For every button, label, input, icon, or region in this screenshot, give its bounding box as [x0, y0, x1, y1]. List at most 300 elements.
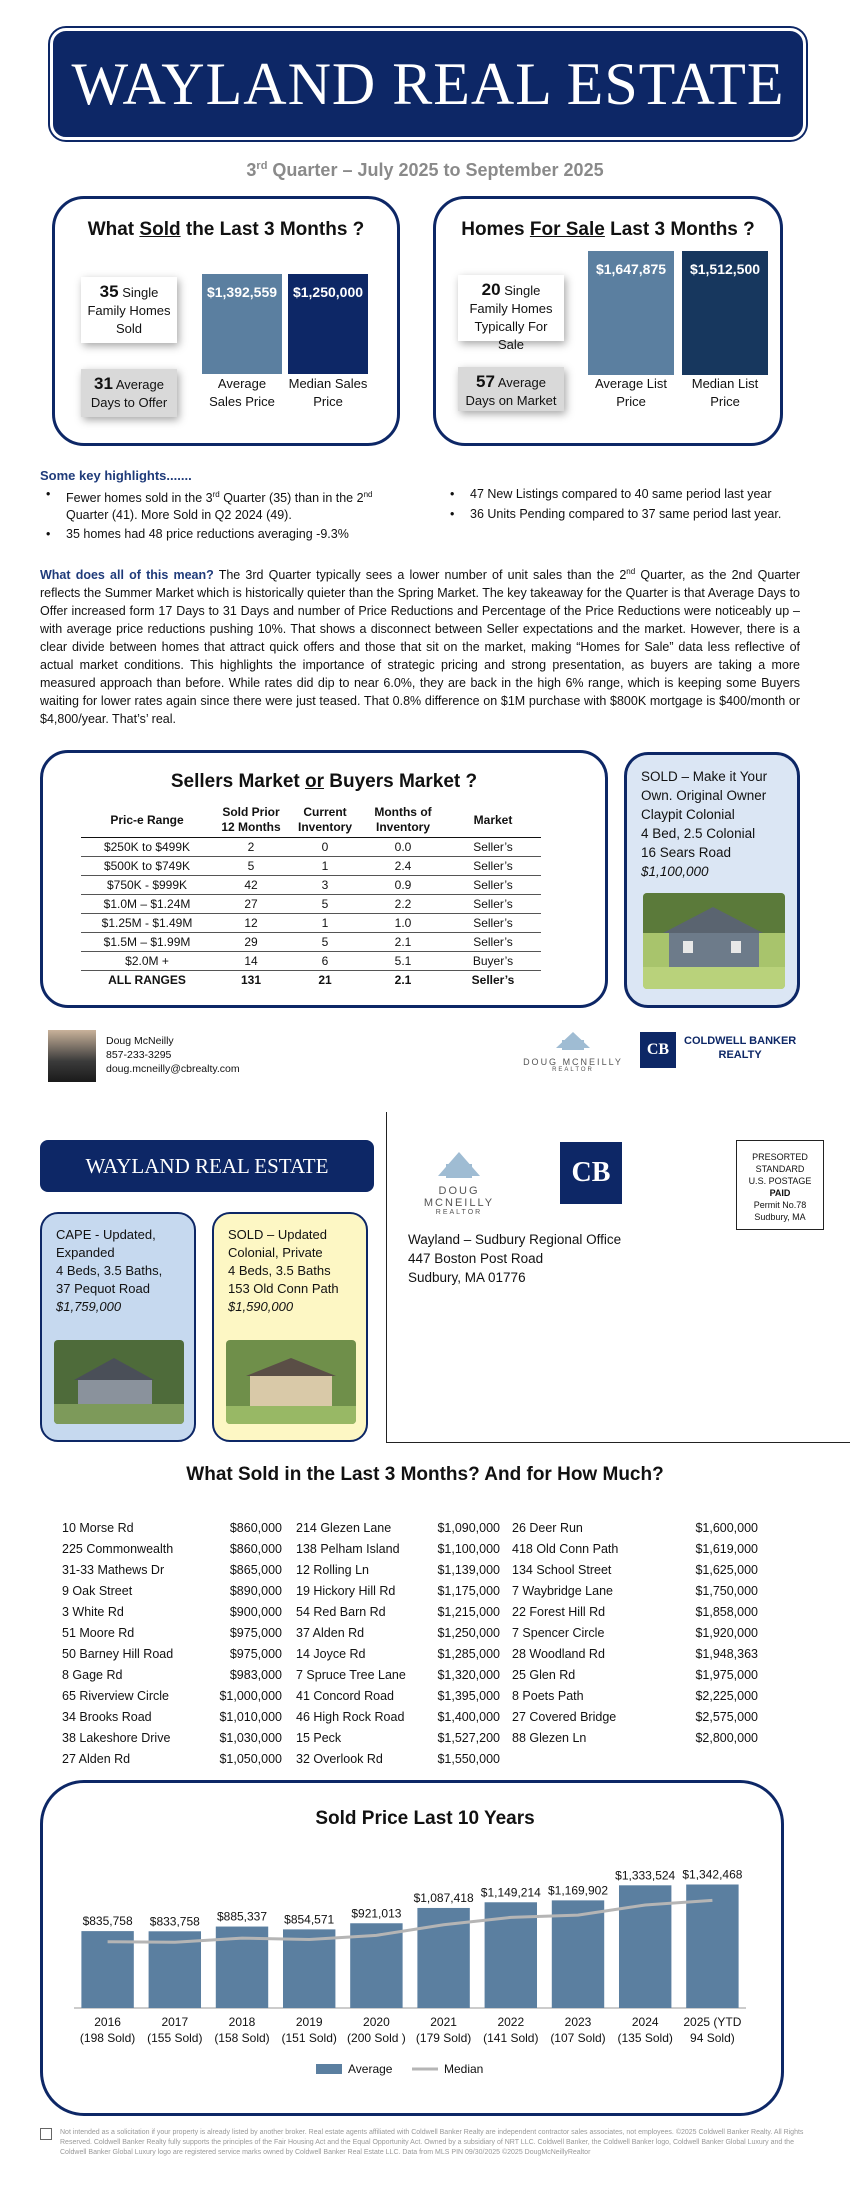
chart-category-label: 2017 — [161, 2015, 189, 2029]
agent-headshot — [48, 1030, 96, 1082]
market-table-total-cell: 21 — [318, 973, 332, 987]
market-table-row — [81, 838, 541, 857]
col-header: Market — [445, 803, 541, 838]
cb-brand-line1: COLDWELL BANKER — [684, 1035, 797, 1047]
market-table-cell: 5 — [289, 895, 361, 914]
sold-list-item — [296, 1539, 500, 1560]
chart-category-label: 2019 — [295, 2015, 323, 2029]
chart-data-label: $1,087,418 — [413, 1890, 474, 1905]
median-list-price-bar: $1,512,500 — [682, 251, 768, 375]
sold-address: 7 Spencer Circle — [512, 1626, 605, 1640]
days-to-offer-count: 31 — [93, 374, 113, 393]
sold-list-col-1 — [62, 1518, 282, 1770]
highlight-sup-d: nd — [363, 490, 373, 499]
sold-price: $1,100,000 — [437, 1542, 500, 1556]
sold-title-underlined: Sold — [139, 219, 181, 240]
sold-price: $1,750,000 — [695, 1584, 758, 1598]
sold-price: $1,948,363 — [695, 1647, 758, 1661]
postage-line: U.S. POSTAGE — [748, 1176, 812, 1186]
market-table-cell: 2.1 — [361, 933, 445, 952]
market-table-total-row — [81, 971, 541, 990]
sold-address: 26 Deer Run — [512, 1521, 583, 1535]
agent-logo — [518, 1026, 628, 1073]
sold-stats-box — [52, 196, 400, 446]
sold-address: 214 Glezen Lane — [296, 1521, 392, 1535]
sold-price: $975,000 — [229, 1647, 282, 1661]
sold-list-item — [512, 1728, 758, 1749]
sold-price: $1,975,000 — [695, 1668, 758, 1682]
market-table-total-cell: ALL RANGES — [108, 973, 186, 987]
chart-data-label: $921,013 — [351, 1906, 402, 1921]
market-table-row — [81, 933, 541, 952]
postcard-logo-sub: REALTOR — [435, 1209, 483, 1216]
sold-address: 31-33 Mathews Dr — [62, 1563, 165, 1577]
sold-price-chart — [60, 1840, 760, 2110]
market-table-row — [81, 914, 541, 933]
featured-sold-address: 16 Sears Road — [641, 845, 732, 860]
return-address — [408, 1230, 621, 1287]
postcard-bottom-line — [386, 1442, 850, 1443]
sold-address: 3 White Rd — [62, 1605, 124, 1619]
quarter-subtitle — [0, 160, 850, 181]
highlight-text-e: Quarter (41). More Sold in Q2 2024 (49). — [66, 508, 292, 523]
homes-sold-card — [81, 277, 177, 343]
median-sales-price-bar: $1,250,000 — [288, 274, 368, 374]
sold-price: $1,600,000 — [695, 1521, 758, 1535]
postcard-divider — [386, 1112, 387, 1442]
sold-price: $1,395,000 — [437, 1689, 500, 1703]
chart-data-label: $833,758 — [149, 1914, 200, 1929]
sold-title-pre: What — [87, 219, 140, 240]
avg-list-price-label: Average List Price — [594, 376, 668, 409]
sold-price: $1,619,000 — [695, 1542, 758, 1556]
market-table-cell: 0 — [289, 838, 361, 857]
chart-bar-average — [283, 1929, 335, 2008]
market-table-row — [81, 952, 541, 971]
agent-logo-name: DOUG MCNEILLY — [523, 1057, 623, 1067]
sold-list-item — [62, 1728, 282, 1749]
office-city: Sudbury, MA 01776 — [408, 1270, 526, 1285]
sold-address: 225 Commonwealth — [62, 1542, 174, 1556]
house-logo-icon — [518, 1026, 628, 1052]
postage-indicia — [736, 1140, 824, 1230]
sold-price: $1,550,000 — [437, 1752, 500, 1766]
sold-list-item — [512, 1539, 758, 1560]
col-header: Pric-e Range — [81, 803, 213, 838]
market-table-cell: 5 — [213, 857, 289, 876]
for-sale-title-underlined: For Sale — [529, 219, 605, 240]
market-table-cell: $1.5M – $1.99M — [81, 933, 213, 952]
chart-category-label: 2016 — [94, 2015, 121, 2029]
sold-list-item — [62, 1665, 282, 1686]
postcard-agent-logo — [404, 1142, 514, 1216]
market-table-cell: $1.0M – $1.24M — [81, 895, 213, 914]
chart-data-label: $885,337 — [216, 1909, 268, 1924]
market-table — [81, 803, 541, 989]
sold-list-item — [296, 1518, 500, 1539]
sold-list-item — [512, 1560, 758, 1581]
homes-sold-count: 35 — [99, 282, 119, 301]
sold-list-item — [296, 1728, 500, 1749]
sold-price: $860,000 — [229, 1521, 282, 1535]
quarter-range: Quarter – July 2025 to September 2025 — [267, 160, 604, 180]
sold-list-item — [296, 1749, 500, 1770]
equal-housing-icon — [40, 2128, 52, 2140]
sold-list-item — [512, 1707, 758, 1728]
sold-address: 8 Poets Path — [512, 1689, 584, 1703]
listing-card-sold-colonial — [212, 1212, 368, 1442]
market-table-cell: 2.2 — [361, 895, 445, 914]
chart-category-sublabel: 94 Sold) — [690, 2031, 735, 2045]
legend-label-average: Average — [348, 2062, 393, 2076]
avg-sales-price-bar: $1,392,559 — [202, 274, 282, 374]
market-table-cell: 14 — [213, 952, 289, 971]
chart-category-label: 2025 (YTD — [683, 2015, 742, 2029]
agent-logo-sub: REALTOR — [552, 1067, 594, 1073]
sold-price: $1,400,000 — [437, 1710, 500, 1724]
sold-list-item — [62, 1602, 282, 1623]
sold-price: $1,858,000 — [695, 1605, 758, 1619]
market-table-cell: 27 — [213, 895, 289, 914]
sold-list-col-2 — [296, 1518, 500, 1770]
homes-sold-label: Single Family Homes Sold — [87, 285, 171, 336]
sold-address: 7 Waybridge Lane — [512, 1584, 613, 1598]
sold-list-item — [62, 1560, 282, 1581]
sold-list-item — [296, 1665, 500, 1686]
legend-label-median: Median — [444, 2062, 484, 2076]
agent-email[interactable]: doug.mcneilly@cbrealty.com — [106, 1063, 240, 1075]
market-title-underlined: or — [305, 771, 324, 792]
col-header: Months of Inventory — [361, 803, 445, 838]
postage-line: STANDARD — [755, 1164, 805, 1174]
sold-address: 34 Brooks Road — [62, 1710, 152, 1724]
chart-category-sublabel: (151 Sold) — [281, 2031, 337, 2045]
chart-category-sublabel: (107 Sold) — [550, 2031, 606, 2045]
sold-price: $1,175,000 — [437, 1584, 500, 1598]
sold-price: $1,215,000 — [437, 1605, 500, 1619]
legal-footer: Not intended as a solicitation if your property is already listed by another broker. Real estate agents affiliated with Coldwell Banker Realty are independent contractor sales associates, not employees. ©2025 Coldwell Banker Realty. All Rights Reserved. Coldwell Banker Realty fully supports the principles of the Fair Housing Act and the Equal Opportunity Act. Owned by a subsidiary of NRT LLC. Coldwell Banker, the Coldwell Banker logo, Coldwell Banker Global Luxury and the Coldwell Banker Global Luxury logo are registered service marks owned by Coldwell Banker Real Estate LLC. Data from MLS PIN 09/30/2025 ©2025 DougMcNeillyRealtor — [60, 2129, 804, 2156]
colonial-house-photo — [226, 1340, 356, 1424]
chart-data-label: $1,169,902 — [547, 1883, 609, 1898]
cb-brand-line2: REALTY — [718, 1049, 762, 1061]
sold-address: 54 Red Barn Rd — [296, 1605, 386, 1619]
homes-for-sale-label: Single Family Homes Typically For Sale — [469, 283, 553, 352]
sold-address: 51 Moore Rd — [62, 1626, 135, 1640]
sold-price: $1,090,000 — [437, 1521, 500, 1535]
sold-list-item — [296, 1686, 500, 1707]
postage-line: PRESORTED — [752, 1152, 808, 1162]
sold-address: 65 Riverview Circle — [62, 1689, 169, 1703]
chart-category-label: 2024 — [631, 2015, 659, 2029]
market-title-pre: Sellers Market — [170, 771, 305, 792]
market-table-row — [81, 895, 541, 914]
market-table-cell: $250K to $499K — [81, 838, 213, 857]
median-list-price-label: Median List Price — [691, 376, 759, 409]
market-table-cell: $500K to $749K — [81, 857, 213, 876]
market-table-cell: Buyer’s — [445, 952, 541, 971]
listing-sold-title: SOLD – Updated Colonial, Private — [228, 1227, 328, 1260]
chart-data-label: $1,342,468 — [682, 1867, 743, 1882]
sold-list-item — [62, 1623, 282, 1644]
market-table-cell: 42 — [213, 876, 289, 895]
sold-list-item — [62, 1518, 282, 1539]
market-table-total-cell: 2.1 — [394, 973, 412, 987]
chart-category-label: 2022 — [497, 2015, 525, 2029]
sold-price: $1,139,000 — [437, 1563, 500, 1577]
sold-list-item — [512, 1602, 758, 1623]
sold-list-item — [62, 1686, 282, 1707]
office-name: Wayland – Sudbury Regional Office — [408, 1232, 622, 1247]
for-sale-title-post: Last 3 Months ? — [604, 219, 755, 240]
chart-category-sublabel: (198 Sold) — [79, 2031, 136, 2045]
commentary-sup: nd — [626, 567, 636, 576]
sold-price: $2,800,000 — [695, 1731, 758, 1745]
chart-category-label: 2023 — [564, 2015, 592, 2029]
sold-list-item — [296, 1644, 500, 1665]
market-table-cell: 3 — [289, 876, 361, 895]
sold-address: 10 Morse Rd — [62, 1521, 134, 1535]
days-on-market-label: Average Days on Market — [465, 375, 557, 408]
sold-price: $900,000 — [229, 1605, 282, 1619]
sold-price: $975,000 — [229, 1626, 282, 1640]
market-table-cell: 5.1 — [361, 952, 445, 971]
featured-sold-title: SOLD – Make it Your Own. Original Owner Claypit Colonial — [641, 769, 768, 822]
sold-address: 46 High Rock Road — [296, 1710, 405, 1724]
highlight-left-2: • 35 homes had 48 price reductions averaging -9.3% — [66, 526, 396, 543]
highlight-sup-b: rd — [212, 490, 220, 499]
cb-brand — [684, 1034, 796, 1062]
sold-address: 19 Hickory Hill Rd — [296, 1584, 396, 1598]
chart-category-sublabel: (200 Sold ) — [347, 2031, 406, 2045]
sold-address: 88 Glezen Ln — [512, 1731, 587, 1745]
sold-address: 9 Oak Street — [62, 1584, 133, 1598]
postcard-title-banner: WAYLAND REAL ESTATE — [40, 1140, 374, 1192]
sold-address: 138 Pelham Island — [296, 1542, 400, 1556]
listing-cape-price: $1,759,000 — [56, 1299, 122, 1314]
sold-address: 14 Joyce Rd — [296, 1647, 366, 1661]
sold-list-col-3 — [512, 1518, 758, 1749]
sold-list-item — [296, 1602, 500, 1623]
sold-address: 27 Covered Bridge — [512, 1710, 617, 1724]
cb-logo-icon: CB — [640, 1032, 676, 1068]
sold-address: 27 Alden Rd — [62, 1752, 131, 1766]
sold-address: 8 Gage Rd — [62, 1668, 123, 1682]
market-table-cell: Seller’s — [445, 895, 541, 914]
sold-price: $1,030,000 — [219, 1731, 282, 1745]
cape-house-photo — [54, 1340, 184, 1424]
sold-price: $1,000,000 — [219, 1689, 282, 1703]
days-to-offer-card — [81, 369, 177, 417]
sold-address: 41 Concord Road — [296, 1689, 394, 1703]
market-table-box — [40, 750, 608, 1008]
quarter-ordinal: 3 — [246, 160, 257, 180]
chart-data-label: $835,758 — [82, 1914, 133, 1929]
agent-contact — [106, 1034, 240, 1076]
market-table-total-cell: Seller’s — [471, 973, 515, 987]
legend-swatch-average — [316, 2064, 342, 2074]
sold-price: $860,000 — [229, 1542, 282, 1556]
sold-price: $1,527,200 — [437, 1731, 500, 1745]
chart-title: Sold Price Last 10 Years — [315, 1808, 535, 1829]
sold-address: 32 Overlook Rd — [296, 1752, 383, 1766]
days-to-offer-label: Average Days to Offer — [90, 377, 168, 410]
chart-data-label: $1,149,214 — [480, 1885, 541, 1900]
chart-data-label: $854,571 — [284, 1912, 335, 1927]
days-on-market-count: 57 — [475, 372, 495, 391]
market-table-cell: $1.25M - $1.49M — [81, 914, 213, 933]
chart-category-sublabel: (155 Sold) — [147, 2031, 203, 2045]
sold-price: $1,050,000 — [219, 1752, 282, 1766]
sold-list-item — [62, 1581, 282, 1602]
market-table-total-cell: 131 — [240, 973, 262, 987]
listing-sold-beds: 4 Beds, 3.5 Baths — [228, 1263, 331, 1278]
sold-price: $1,250,000 — [437, 1626, 500, 1640]
listing-sold-address: 153 Old Conn Path — [228, 1281, 339, 1296]
sold-list-item — [62, 1644, 282, 1665]
sold-list-item — [62, 1539, 282, 1560]
sold-list-item — [512, 1686, 758, 1707]
sold-list-item — [296, 1707, 500, 1728]
sold-address: 38 Lakeshore Drive — [62, 1731, 171, 1745]
market-table-row — [81, 857, 541, 876]
sold-price: $2,225,000 — [695, 1689, 758, 1703]
sold-list-item — [296, 1623, 500, 1644]
market-table-cell: Seller’s — [445, 914, 541, 933]
market-title-post: Buyers Market ? — [324, 771, 478, 792]
market-commentary — [40, 563, 800, 728]
market-table-cell: 29 — [213, 933, 289, 952]
highlights-heading: Some key highlights....... — [40, 468, 192, 483]
sold-list-item — [512, 1581, 758, 1602]
avg-list-price-bar: $1,647,875 — [588, 251, 674, 375]
market-table-cell: 6 — [289, 952, 361, 971]
for-sale-stats-box — [433, 196, 783, 446]
listing-card-cape — [40, 1212, 196, 1442]
market-table-row — [81, 876, 541, 895]
sold-list-item — [62, 1707, 282, 1728]
page-title: WAYLAND REAL ESTATE — [71, 50, 785, 117]
commentary-text-2: Quarter, as the 2nd Quarter reflects the Summer Market which is historically quieter than the Spring Market. The key takeaway for the Quarter is that Average Days to Offer increased form 17 Days to 31 Days and number of Price Reductions and Percentage of the Price Reductions were noticeably up – with average price reductions pushing 10%. That shows a disconnect between Seller expectations and the market. However, there is a clear divide between homes that attract quick offers and those that sit on the market, making “Homes for Sale” data less reflective of actual market conditions. This highlights the importance of strategic pricing and strong presentation, as buyers are taking a more measured approach than before. While rates did dip to near 6.0%, they are back in the high 6% range, which is keeping some Buyers waiting for lower rates again since there were just teased. That 0.8% difference on $1M purchase with $800K mortgage is $400/month or $4,800/year. That’s’ real. — [40, 568, 800, 727]
market-table-header-row — [81, 803, 541, 838]
homes-for-sale-card — [458, 275, 564, 352]
sold-price: $1,285,000 — [437, 1647, 500, 1661]
chart-data-label: $1,333,524 — [615, 1868, 676, 1883]
chart-category-sublabel: (141 Sold) — [483, 2031, 539, 2045]
featured-sold-card — [624, 752, 800, 1008]
col-header: Sold Prior 12 Months — [213, 803, 289, 838]
market-table-cell: Seller’s — [445, 838, 541, 857]
chart-category-label: 2021 — [430, 2015, 457, 2029]
sold-title-post: the Last 3 Months ? — [180, 219, 365, 240]
sold-price: $1,920,000 — [695, 1626, 758, 1640]
header-banner — [50, 28, 806, 140]
for-sale-title-pre: Homes — [461, 219, 530, 240]
agent-name: Doug McNeilly — [106, 1035, 174, 1047]
house-logo-icon — [404, 1142, 514, 1180]
market-table-title — [43, 771, 605, 793]
market-table-cell: 0.0 — [361, 838, 445, 857]
market-table-cell: 0.9 — [361, 876, 445, 895]
listing-sold-price: $1,590,000 — [228, 1299, 294, 1314]
chart-category-sublabel: (158 Sold) — [214, 2031, 270, 2045]
highlight-left-1 — [66, 486, 396, 524]
postage-line: Permit No.78 — [753, 1200, 807, 1210]
avg-sales-price-label: Average Sales Price — [209, 376, 275, 409]
highlight-right-2: • 36 Units Pending compared to 37 same period last year. — [470, 506, 802, 523]
sold-price: $2,575,000 — [695, 1710, 758, 1724]
for-sale-stats-title — [436, 219, 780, 241]
market-table-cell: 1 — [289, 857, 361, 876]
chart-category-label: 2018 — [228, 2015, 256, 2029]
chart-category-sublabel: (179 Sold) — [415, 2031, 472, 2045]
market-table-cell: 1 — [289, 914, 361, 933]
sold-address: 134 School Street — [512, 1563, 612, 1577]
market-table-cell: Seller’s — [445, 933, 541, 952]
sold-price: $890,000 — [229, 1584, 282, 1598]
agent-phone[interactable]: 857-233-3295 — [106, 1049, 172, 1061]
postage-line: Sudbury, MA — [754, 1212, 806, 1222]
sold-stats-title — [55, 219, 397, 241]
postcard-logo-name: DOUG MCNEILLY — [423, 1185, 495, 1209]
sold-address: 7 Spruce Tree Lane — [296, 1668, 406, 1682]
chart-category-label: 2020 — [363, 2015, 390, 2029]
homes-for-sale-count: 20 — [481, 280, 501, 299]
market-table-cell: 12 — [213, 914, 289, 933]
house-photo — [643, 893, 785, 989]
market-table-cell: 2.4 — [361, 857, 445, 876]
sold-address: 418 Old Conn Path — [512, 1542, 619, 1556]
commentary-text-1: The 3rd Quarter typically sees a lower number of unit sales than the 2 — [213, 568, 627, 583]
listing-cape-address: 37 Pequot Road — [56, 1281, 150, 1296]
sold-list-title: What Sold in the Last 3 Months? And for How Much? — [186, 1464, 664, 1485]
highlight-text-a: Fewer homes sold in the 3 — [66, 491, 213, 506]
sold-list-item — [296, 1581, 500, 1602]
market-table-cell: 2 — [213, 838, 289, 857]
market-table-cell: Seller’s — [445, 876, 541, 895]
sold-address: 22 Forest Hill Rd — [512, 1605, 606, 1619]
office-street: 447 Boston Post Road — [408, 1251, 544, 1266]
market-table-cell: 5 — [289, 933, 361, 952]
postcard-cb-logo-icon: CB — [560, 1142, 622, 1204]
col-header: Current Inventory — [289, 803, 361, 838]
sold-address: 12 Rolling Ln — [296, 1563, 369, 1577]
sold-price: $983,000 — [229, 1668, 282, 1682]
sold-address: 15 Peck — [296, 1731, 342, 1745]
highlight-text-c: Quarter (35) than in the 2 — [219, 491, 364, 506]
sold-price: $1,625,000 — [695, 1563, 758, 1577]
sold-address: 25 Glen Rd — [512, 1668, 576, 1682]
sold-list-item — [512, 1644, 758, 1665]
chart-category-sublabel: (135 Sold) — [617, 2031, 673, 2045]
listing-cape-beds: 4 Beds, 3.5 Baths, — [56, 1263, 163, 1278]
sold-list-item — [296, 1560, 500, 1581]
listing-cape-title: CAPE - Updated, Expanded — [56, 1227, 156, 1260]
market-table-cell: $750K - $999K — [81, 876, 213, 895]
market-table-cell: 1.0 — [361, 914, 445, 933]
market-table-cell: Seller’s — [445, 857, 541, 876]
days-on-market-card — [458, 367, 564, 411]
commentary-question: What does all of this mean? — [40, 568, 214, 583]
featured-sold-price: $1,100,000 — [641, 864, 709, 879]
sold-price: $1,010,000 — [219, 1710, 282, 1724]
sold-address: 50 Barney Hill Road — [62, 1647, 174, 1661]
postage-line: PAID — [769, 1188, 791, 1198]
sold-address: 28 Woodland Rd — [512, 1647, 605, 1661]
sold-price: $865,000 — [229, 1563, 282, 1577]
featured-sold-beds: 4 Bed, 2.5 Colonial — [641, 826, 756, 841]
median-sales-price-label: Median Sales Price — [288, 376, 368, 409]
market-table-cell: $2.0M + — [81, 952, 213, 971]
